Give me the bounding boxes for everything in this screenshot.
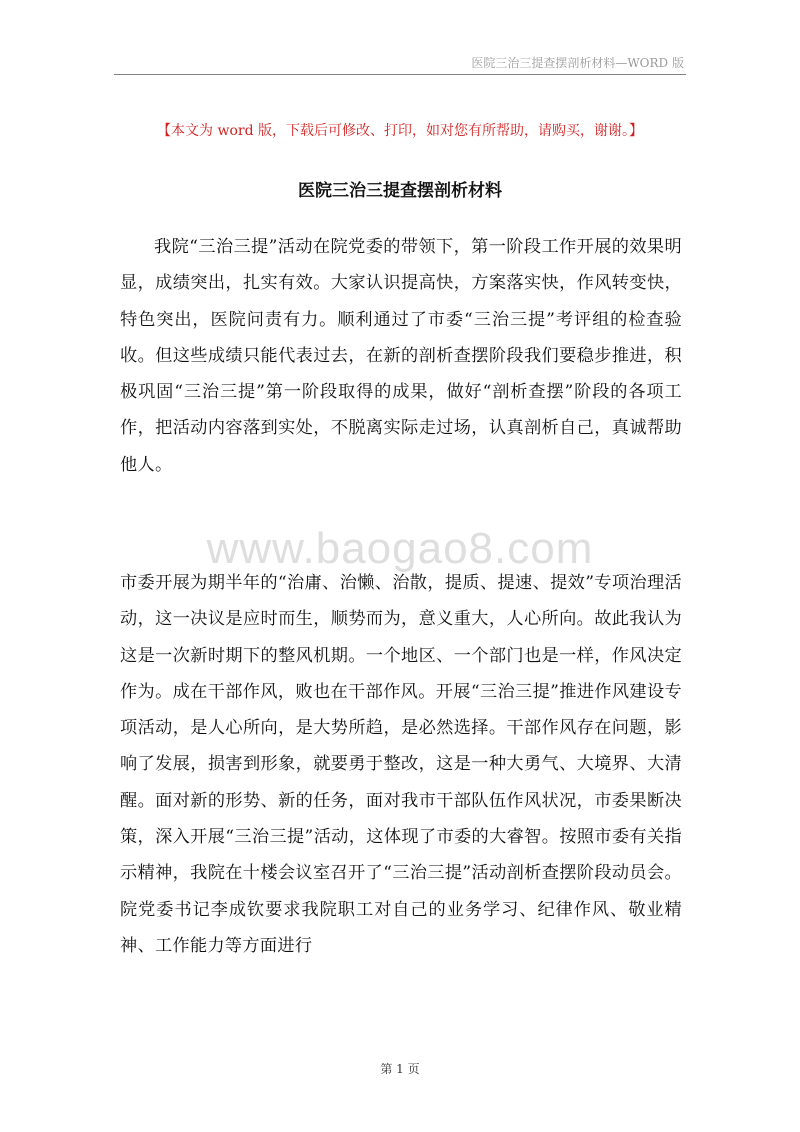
header-divider <box>114 74 686 75</box>
purchase-notice: 【本文为 word 版，下载后可修改、打印，如对您有所帮助，请购买，谢谢。】 <box>157 123 643 139</box>
document-title: 医院三治三提查摆剖析材料 <box>298 181 502 201</box>
watermark: www.baogao8.com <box>206 524 594 573</box>
body-paragraph-1: 我院“三治三提”活动在院党委的带领下，第一阶段工作开展的效果明显，成绩突出，扎实有效。大家认识提高快，方案落实快，作风转变快，特色突出，医院问责有力。顺利通过了市委“三治三提”考评组的检查验收。但这些成绩只能代表过去，在新的剖析查摆阶段我们要稳步推进，积极巩固“三治三提”第一阶段取得的成果，做好“剖析查摆”阶段的各项工作，把活动内容落到实处，不脱离实际走过场，认真剖析自己，真诚帮助他人。 <box>120 237 682 475</box>
page-number: 第 1 页 <box>380 1062 420 1076</box>
body-paragraph-2: 市委开展为期半年的“治庸、治懒、治散，提质、提速、提效”专项治理活动，这一决议是应时而生，顺势而为，意义重大，人心所向。故此我认为这是一次新时期下的整风机期。一个地区、一个部门也是一样，作风决定作为。成在干部作风，败也在干部作风。开展“三治三提”推进作风建设专项活动，是人心所向，是大势所趋，是必然选择。干部作风存在问题，影响了发展，损害到形象，就要勇于整改，这是一种大勇气、大境界、大清醒。面对新的形势、新的任务，面对我市干部队伍作风状况，市委果断决策，深入开展“三治三提”活动，这体现了市委的大睿智。按照市委有关指示精神，我院在十楼会议室召开了“三治三提”活动剖析查摆阶段动员会。院党委书记李成钦要求我院职工对自己的业务学习、纪律作风、敬业精神、工作能力等方面进行 <box>120 573 682 956</box>
running-header: 医院三治三提查摆剖析材料—WORD 版 <box>471 56 684 70</box>
